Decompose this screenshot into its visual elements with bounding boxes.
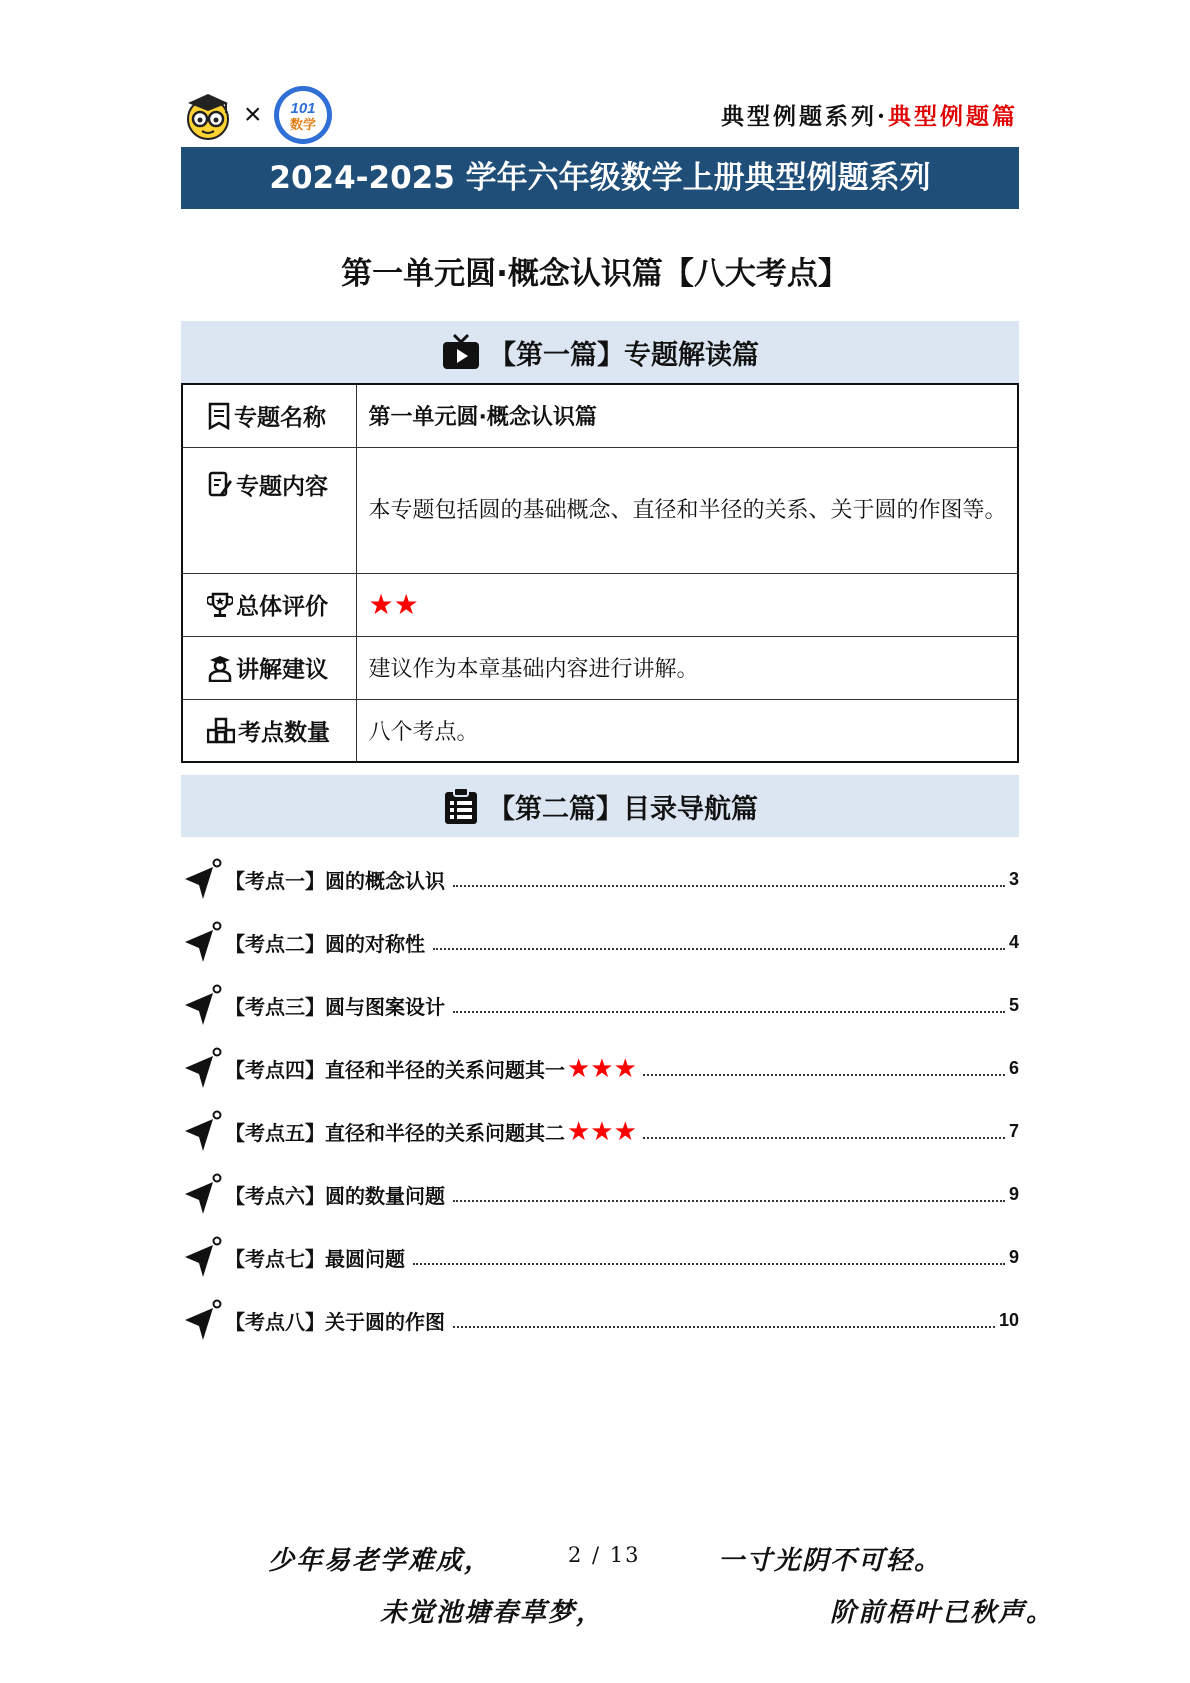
pointer-arrow-icon (183, 1298, 223, 1344)
toc-item-label: 【考点四】直径和半径的关系问题其一 (225, 1058, 565, 1082)
pointer-arrow-icon (183, 1109, 223, 1155)
toc-item-page: 3 (1008, 869, 1019, 889)
rating-stars: ★★ (368, 588, 419, 621)
page-number: 2 / 13 (568, 1543, 641, 1567)
section-intro-title: 【第一篇】专题解读篇 (489, 339, 759, 371)
table-row (182, 699, 1018, 762)
bar-stats-icon (207, 716, 235, 744)
toc-item-page: 6 (1008, 1058, 1019, 1078)
pointer-arrow-icon (183, 1046, 223, 1092)
logo-101-bottom-text: 数学 (289, 118, 316, 133)
toc-item-label: 【考点七】最圆问题 (225, 1247, 405, 1271)
toc-item-page: 9 (1008, 1184, 1019, 1204)
logo-101-top-text: 101 (290, 100, 316, 117)
toc-item-stars: ★★★ (567, 1053, 637, 1084)
student-mascot-icon (182, 89, 234, 141)
series-prefix: 典型例题系列· (720, 103, 888, 130)
pointer-arrow-icon (183, 1172, 223, 1218)
toc-item[interactable] (183, 911, 1019, 974)
count-value: 八个考点。 (356, 699, 1018, 762)
clipboard-list-icon (442, 786, 480, 826)
toc-item[interactable] (183, 1163, 1019, 1226)
toc-item[interactable] (183, 1226, 1019, 1289)
toc-item-page: 9 (1008, 1247, 1019, 1267)
toc-leader-dots (433, 936, 1005, 950)
toc-item[interactable] (183, 1037, 1019, 1100)
section-toc-title: 【第二篇】目录导航篇 (488, 793, 758, 825)
toc-item-label: 【考点八】关于圆的作图 (225, 1310, 445, 1334)
advice-label-cell (182, 636, 356, 699)
times-symbol: × (244, 98, 262, 131)
topic-content-label: 专题内容 (236, 473, 328, 500)
table-row (182, 636, 1018, 699)
pointer-arrow-icon (183, 1235, 223, 1281)
pointer-arrow-icon (183, 920, 223, 966)
count-label: 考点数量 (238, 719, 330, 746)
advice-value: 建议作为本章基础内容进行讲解。 (356, 636, 1018, 699)
table-row (182, 573, 1018, 636)
toc-item-label: 【考点五】直径和半径的关系问题其二 (225, 1121, 565, 1145)
footer-poem-line-1: 少年易老学难成， (268, 1546, 493, 1576)
toc-leader-dots (453, 1188, 1005, 1202)
toc-item[interactable] (183, 1100, 1019, 1163)
topic-content-label-cell (182, 447, 356, 573)
toc-leader-dots (453, 1314, 995, 1328)
series-banner: 2024-2025 学年六年级数学上册典型例题系列 (181, 147, 1019, 209)
footer-poem-line-4: 阶前梧叶已秋声。 (830, 1598, 1055, 1628)
toc-item-page: 10 (998, 1310, 1019, 1330)
section-header-toc (181, 775, 1019, 837)
header-logos (182, 84, 334, 146)
footer-poem-line-3: 未觉池塘春草梦， (380, 1598, 605, 1628)
toc-item-stars: ★★★ (567, 1116, 637, 1147)
toc-leader-dots (453, 873, 1005, 887)
toc-item-label: 【考点一】圆的概念认识 (225, 869, 445, 893)
rating-value-cell (356, 573, 1018, 636)
pointer-arrow-icon (183, 983, 223, 1029)
table-row (182, 384, 1018, 447)
rating-label-cell (182, 573, 356, 636)
table-of-contents (183, 848, 1019, 1352)
toc-leader-dots (453, 999, 1005, 1013)
math-101-logo-icon (272, 84, 334, 146)
topic-content-value: 本专题包括圆的基础概念、直径和半径的关系、关于圆的作图等。 (356, 447, 1018, 573)
pointer-arrow-icon (183, 857, 223, 903)
toc-leader-dots (413, 1251, 1005, 1265)
document-icon (207, 402, 231, 430)
trophy-icon (207, 591, 233, 619)
toc-item-page: 5 (1008, 995, 1019, 1015)
toc-item-page: 7 (1008, 1121, 1019, 1141)
series-suffix: 典型例题篇 (888, 103, 1018, 130)
toc-leader-dots (643, 1125, 1005, 1139)
toc-item-label: 【考点二】圆的对称性 (225, 932, 425, 956)
toc-item[interactable] (183, 848, 1019, 911)
topic-name-label-cell (182, 384, 356, 447)
topic-name-value: 第一单元圆·概念认识篇 (356, 384, 1018, 447)
topic-info-table (181, 383, 1019, 763)
topic-name-label: 专题名称 (234, 405, 326, 432)
toc-item-label: 【考点三】圆与图案设计 (225, 995, 445, 1019)
edit-note-icon (207, 470, 233, 498)
table-row (182, 447, 1018, 573)
count-label-cell (182, 699, 356, 762)
toc-item-label: 【考点六】圆的数量问题 (225, 1184, 445, 1208)
toc-item-page: 4 (1008, 932, 1019, 952)
toc-item[interactable] (183, 1289, 1019, 1352)
section-header-intro (181, 321, 1019, 383)
rating-label: 总体评价 (236, 594, 328, 620)
page-title: 第一单元圆·概念认识篇【八大考点】 (341, 256, 849, 292)
video-tv-icon (441, 333, 481, 371)
series-tag (721, 98, 1018, 131)
toc-leader-dots (643, 1062, 1005, 1076)
footer-poem-line-2: 一寸光阴不可轻。 (718, 1546, 943, 1576)
teacher-icon (207, 654, 233, 682)
advice-label: 讲解建议 (236, 657, 328, 683)
toc-item[interactable] (183, 974, 1019, 1037)
